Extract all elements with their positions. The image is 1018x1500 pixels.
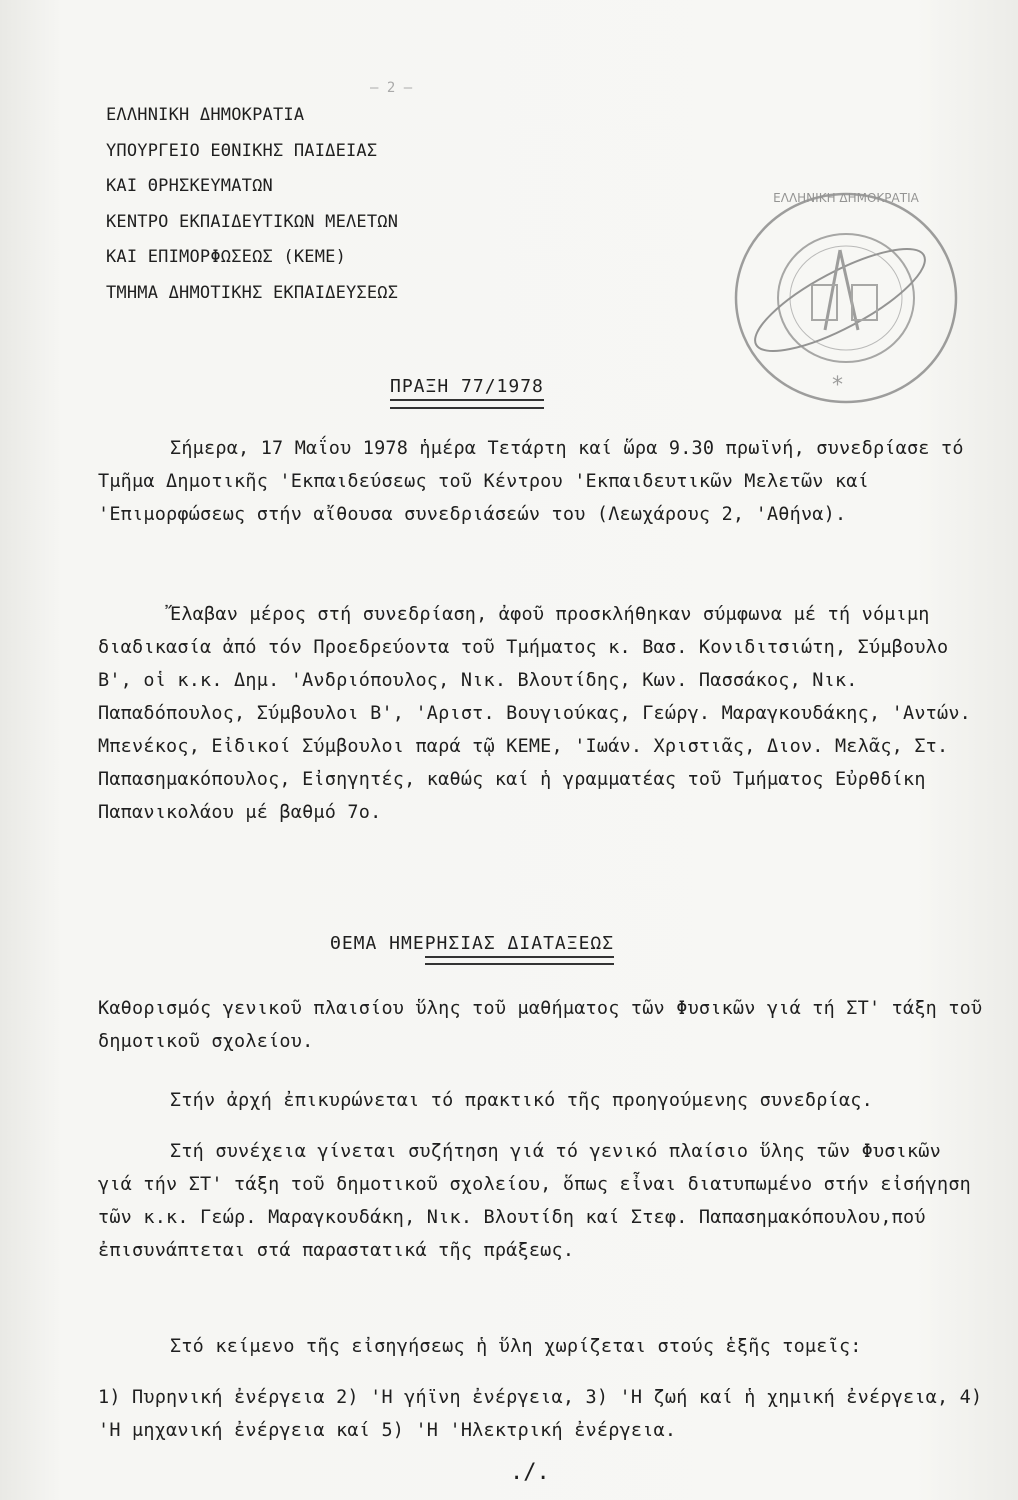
paragraph-text: Σήμερα, 17 Μαΐου 1978 ἡμέρα Τετάρτη καί ὥρα 9.30 πρωϊνή, συνεδρίασε τό Τμῆμα Δημοτικῆς 'Εκπαιδεύσεως τοῦ Κέντρου 'Εκπαιδευτικῶν Μελετῶν καί 'Επιμορφώσεως στήν αἴθουσα συνεδριάσεών του (Λεωχάρους 2, 'Αθήνα). <box>98 438 964 525</box>
paragraph-sections-intro <box>98 1330 983 1363</box>
paragraph-text: Καθορισμός γενικοῦ πλαισίου ὕλης τοῦ μαθήματος τῶν Φυσικῶν γιά τή ΣΤ' τάξη τοῦ δημοτικοῦ σχολείου. <box>98 998 983 1052</box>
agenda-heading <box>330 933 614 965</box>
agenda-heading-underline <box>425 956 614 965</box>
letterhead-line: ΚΕΝΤΡΟ ΕΚΠΑΙΔΕΥΤΙΚΩΝ ΜΕΛΕΤΩΝ <box>106 211 399 232</box>
paragraph-subject <box>98 992 983 1058</box>
paragraph-text: Στήν ἀρχή ἐπικυρώνεται τό πρακτικό τῆς προηγούμενης συνεδρίας. <box>170 1090 873 1111</box>
paragraph-text: Στό κείμενο τῆς εἰσηγήσεως ἡ ὕλη χωρίζεται στούς ἑξῆς τομεῖς: <box>170 1336 862 1357</box>
letterhead-line: ΚΑΙ ΘΡΗΣΚΕΥΜΑΤΩΝ <box>106 176 273 196</box>
letterhead-line: ΥΠΟΥΡΓΕΙΟ ΕΘΝΙΚΗΣ ΠΑΙΔΕΙΑΣ <box>106 140 378 161</box>
paragraph-text: Στή συνέχεια γίνεται συζήτηση γιά τό γενικό πλαίσιο ὕλης τῶν Φυσικῶν γιά τήν ΣΤ' τάξη τοῦ δημοτικοῦ σχολείου, ὅπως εἶναι διατυπωμένο στήν εἰσήγηση τῶν κ.κ. Γεώρ. Μαραγκουδάκη, Νικ. Βλουτίδη καί Στεφ. Παπασημακόπουλου,πού ἐπισυνάπτεται στά παραστατικά τῆς πράξεως. <box>98 1141 972 1261</box>
paragraph-minutes-approval <box>98 1084 983 1117</box>
paragraph-sections-list <box>98 1381 983 1447</box>
paragraph-attendees <box>98 598 983 829</box>
agenda-heading-text: ΘΕΜΑ ΗΜΕΡΗΣΙΑΣ ΔΙΑΤΑΞΕΩΣ <box>330 933 615 954</box>
svg-text:*: * <box>832 373 843 398</box>
letterhead-line: ΕΛΛΗΝΙΚΗ ΔΗΜΟΚΡΑΤΙΑ <box>106 105 305 125</box>
letterhead <box>106 98 398 311</box>
seal-text: ΕΛΛΗΝΙΚΗ ΔΗΜΟΚΡΑΤΙΑ <box>773 191 919 205</box>
official-seal-stamp <box>720 180 972 412</box>
document-title <box>390 376 544 409</box>
title-text: ΠΡΑΞΗ 77/1978 <box>390 376 544 397</box>
faint-page-number: – 2 – <box>370 80 413 96</box>
letterhead-line: ΚΑΙ ΕΠΙΜΟΡΦΩΣΕΩΣ (ΚΕΜΕ) <box>106 247 347 267</box>
title-underline <box>390 399 544 409</box>
paragraph-discussion <box>98 1135 983 1267</box>
letterhead-line: ΤΜΗΜΑ ΔΗΜΟΤΙΚΗΣ ΕΚΠΑΙΔΕΥΣΕΩΣ <box>106 282 399 303</box>
continuation-mark: ./. <box>510 1460 550 1485</box>
paragraph-meeting-opening <box>98 432 983 531</box>
paragraph-text: 1) Πυρηνική ἐνέργεια 2) 'Η γήϊνη ἐνέργεια, 3) 'Η ζωή καί ἡ χημική ἐνέργεια, 4) 'Η μηχανική ἐνέργεια καί 5) 'Η 'Ηλεκτρική ἐνέργεια. <box>98 1387 983 1441</box>
paragraph-text: Ἔλαβαν μέρος στή συνεδρίαση, ἀφοῦ προσκλήθηκαν σύμφωνα μέ τή νόμιμη διαδικασία ἀπό τόν Προεδρεύοντα τοῦ Τμήματος κ. Βασ. Κονιδιτσιώτη, Σύμβουλο Β', οἱ κ.κ. Δημ. 'Ανδριόπουλος, Νικ. Βλουτίδης, Κων. Πασσάκος, Νικ. Παπαδόπουλος, Σύμβουλοι Β', 'Αριστ. Βουγιούκας, Γεώργ. Μαραγκουδάκης, 'Αντών. Μπενέκος, Εἰδικοί Σύμβουλοι παρά τῷ ΚΕΜΕ, 'Ιωάν. Χριστιᾶς, Διον. Μελᾶς, Στ. Παπασημακόπουλος, Εἰσηγητές, καθώς καί ἡ γραμματέας τοῦ Τμήματος Εὐρθδίκη Παπανικολάου μέ βαθμό 7ο. <box>98 604 972 823</box>
